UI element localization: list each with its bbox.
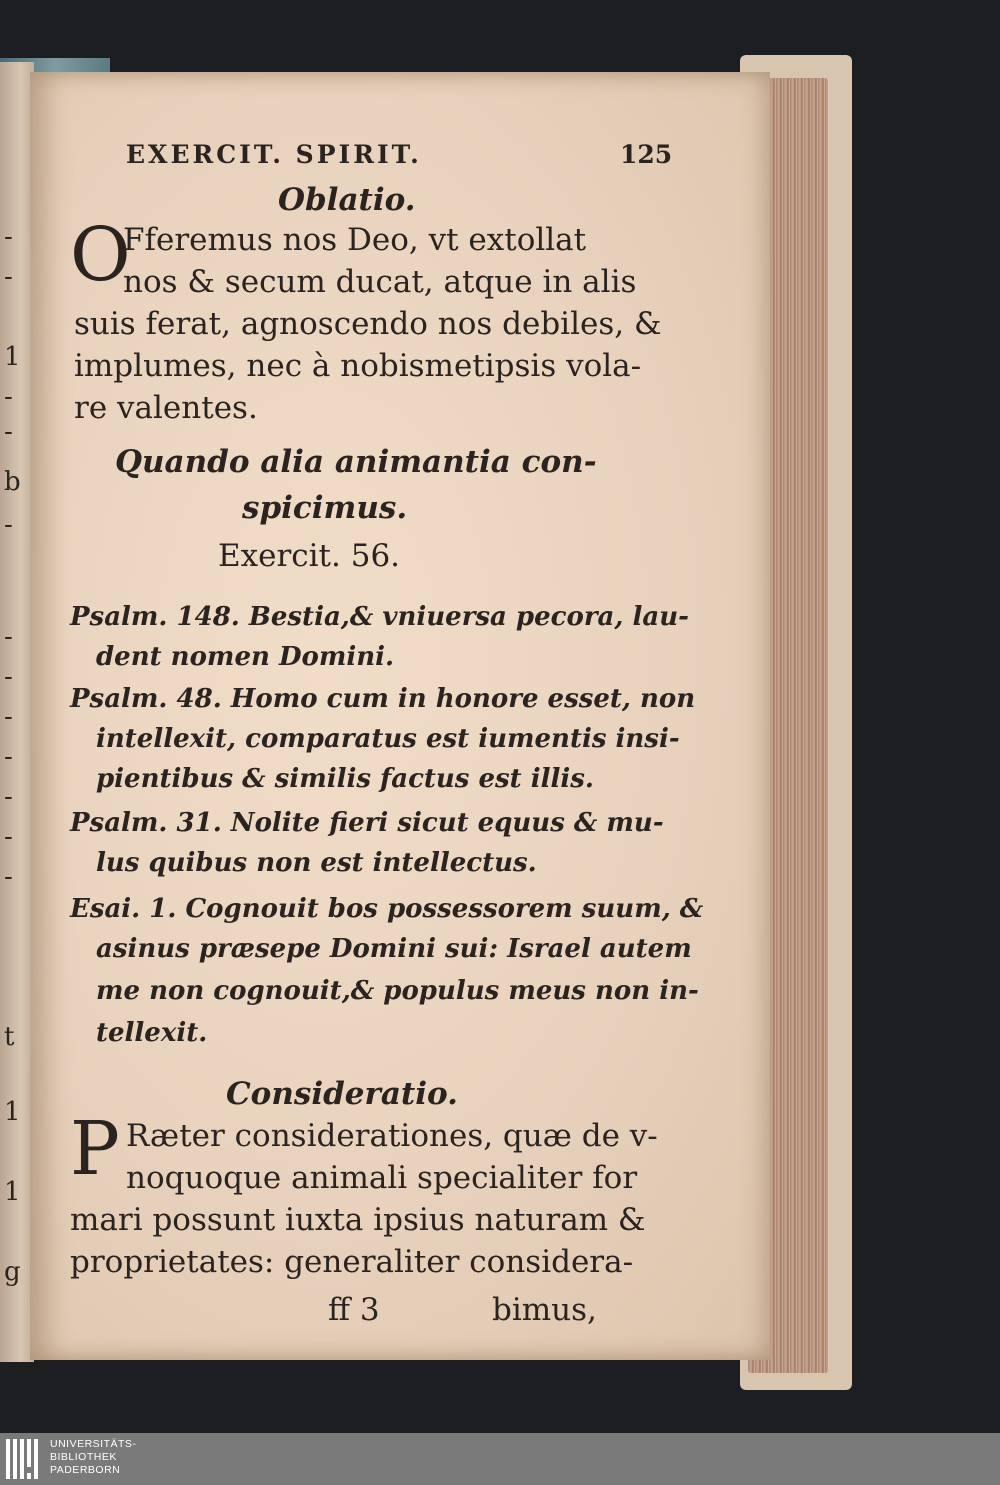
logo-text-line: UNIVERSITÄTS- [50, 1438, 137, 1450]
consideratio-line: noquoque animali specialiter for [126, 1160, 638, 1196]
left-page-fragment: - [4, 702, 13, 732]
citation-line: Psalm. 48. Homo cum in honore esset, non [70, 684, 696, 714]
catchword: bimus, [492, 1292, 597, 1328]
left-page-fragment: - [4, 782, 13, 812]
citation-line: pientibus & similis factus est illis. [96, 764, 594, 794]
oblatio-line: re valentes. [74, 390, 258, 426]
left-page-edge [0, 62, 34, 1362]
section-title-line: Quando alia animantia con- [115, 444, 597, 480]
logo-text-line: BIBLIOTHEK [50, 1451, 117, 1463]
oblatio-line: implumes, nec à nobismetipsis vola- [74, 348, 642, 384]
book-page [30, 72, 770, 1360]
citation-line: dent nomen Domini. [96, 642, 395, 672]
section-title-line: spicimus. [242, 490, 408, 526]
left-page-fragment: - [4, 222, 13, 252]
citation-line: me non cognouit,& populus meus non in- [96, 976, 699, 1006]
left-page-fragment: - [4, 862, 13, 892]
running-head: EXERCIT. SPIRIT. [126, 140, 422, 169]
logo-text-line: PADERBORN [50, 1464, 121, 1476]
left-page-fragment: - [4, 417, 13, 447]
drop-cap-p: P [70, 1106, 120, 1192]
left-page-fragment: - [4, 742, 13, 772]
citation-line: asinus præsepe Domini sui: Israel autem [96, 934, 692, 964]
left-page-fragment: - [4, 822, 13, 852]
left-page-fragment: - [4, 662, 13, 692]
left-page-fragment: b [4, 467, 21, 497]
left-page-fragment: t [4, 1022, 15, 1052]
left-page-fragment: 1 [4, 342, 21, 372]
consideratio-heading: Consideratio. [226, 1076, 458, 1112]
drop-cap-o: O [70, 212, 131, 298]
page-number: 125 [620, 140, 673, 169]
citation-line: Psalm. 148. Bestia,& vniuersa pecora, lau- [70, 602, 689, 632]
citation-line: Psalm. 31. Nolite fieri sicut equus & mu- [70, 808, 664, 838]
oblatio-line: Fferemus nos Deo, vt extollat [123, 222, 587, 258]
oblatio-heading: Oblatio. [278, 182, 416, 218]
footer-bar [0, 1433, 1000, 1485]
left-page-fragment: 1 [4, 1097, 21, 1127]
oblatio-line: nos & secum ducat, atque in alis [123, 264, 637, 300]
consideratio-line: proprietates: generaliter considera- [70, 1244, 634, 1280]
left-page-fragment: - [4, 622, 13, 652]
left-page-fragment: 1 [4, 1177, 21, 1207]
oblatio-line: suis ferat, agnoscendo nos debiles, & [74, 306, 662, 342]
left-page-fragment: - [4, 510, 13, 540]
left-page-fragment: - [4, 382, 13, 412]
consideratio-line: Ræter considerationes, quæ de v- [126, 1118, 658, 1154]
exercise-number: Exercit. 56. [218, 538, 401, 574]
left-page-fragment: g [4, 1257, 21, 1287]
citation-line: tellexit. [96, 1018, 208, 1048]
left-page-fragment: - [4, 262, 13, 292]
citation-line: Esai. 1. Cognouit bos possessorem suum, & [70, 894, 704, 924]
consideratio-line: mari possunt iuxta ipsius naturam & [70, 1202, 646, 1238]
citation-line: intellexit, comparatus est iumentis insi- [96, 724, 680, 754]
citation-line: lus quibus non est intellectus. [96, 848, 537, 878]
signature-mark: ff 3 [328, 1292, 380, 1328]
